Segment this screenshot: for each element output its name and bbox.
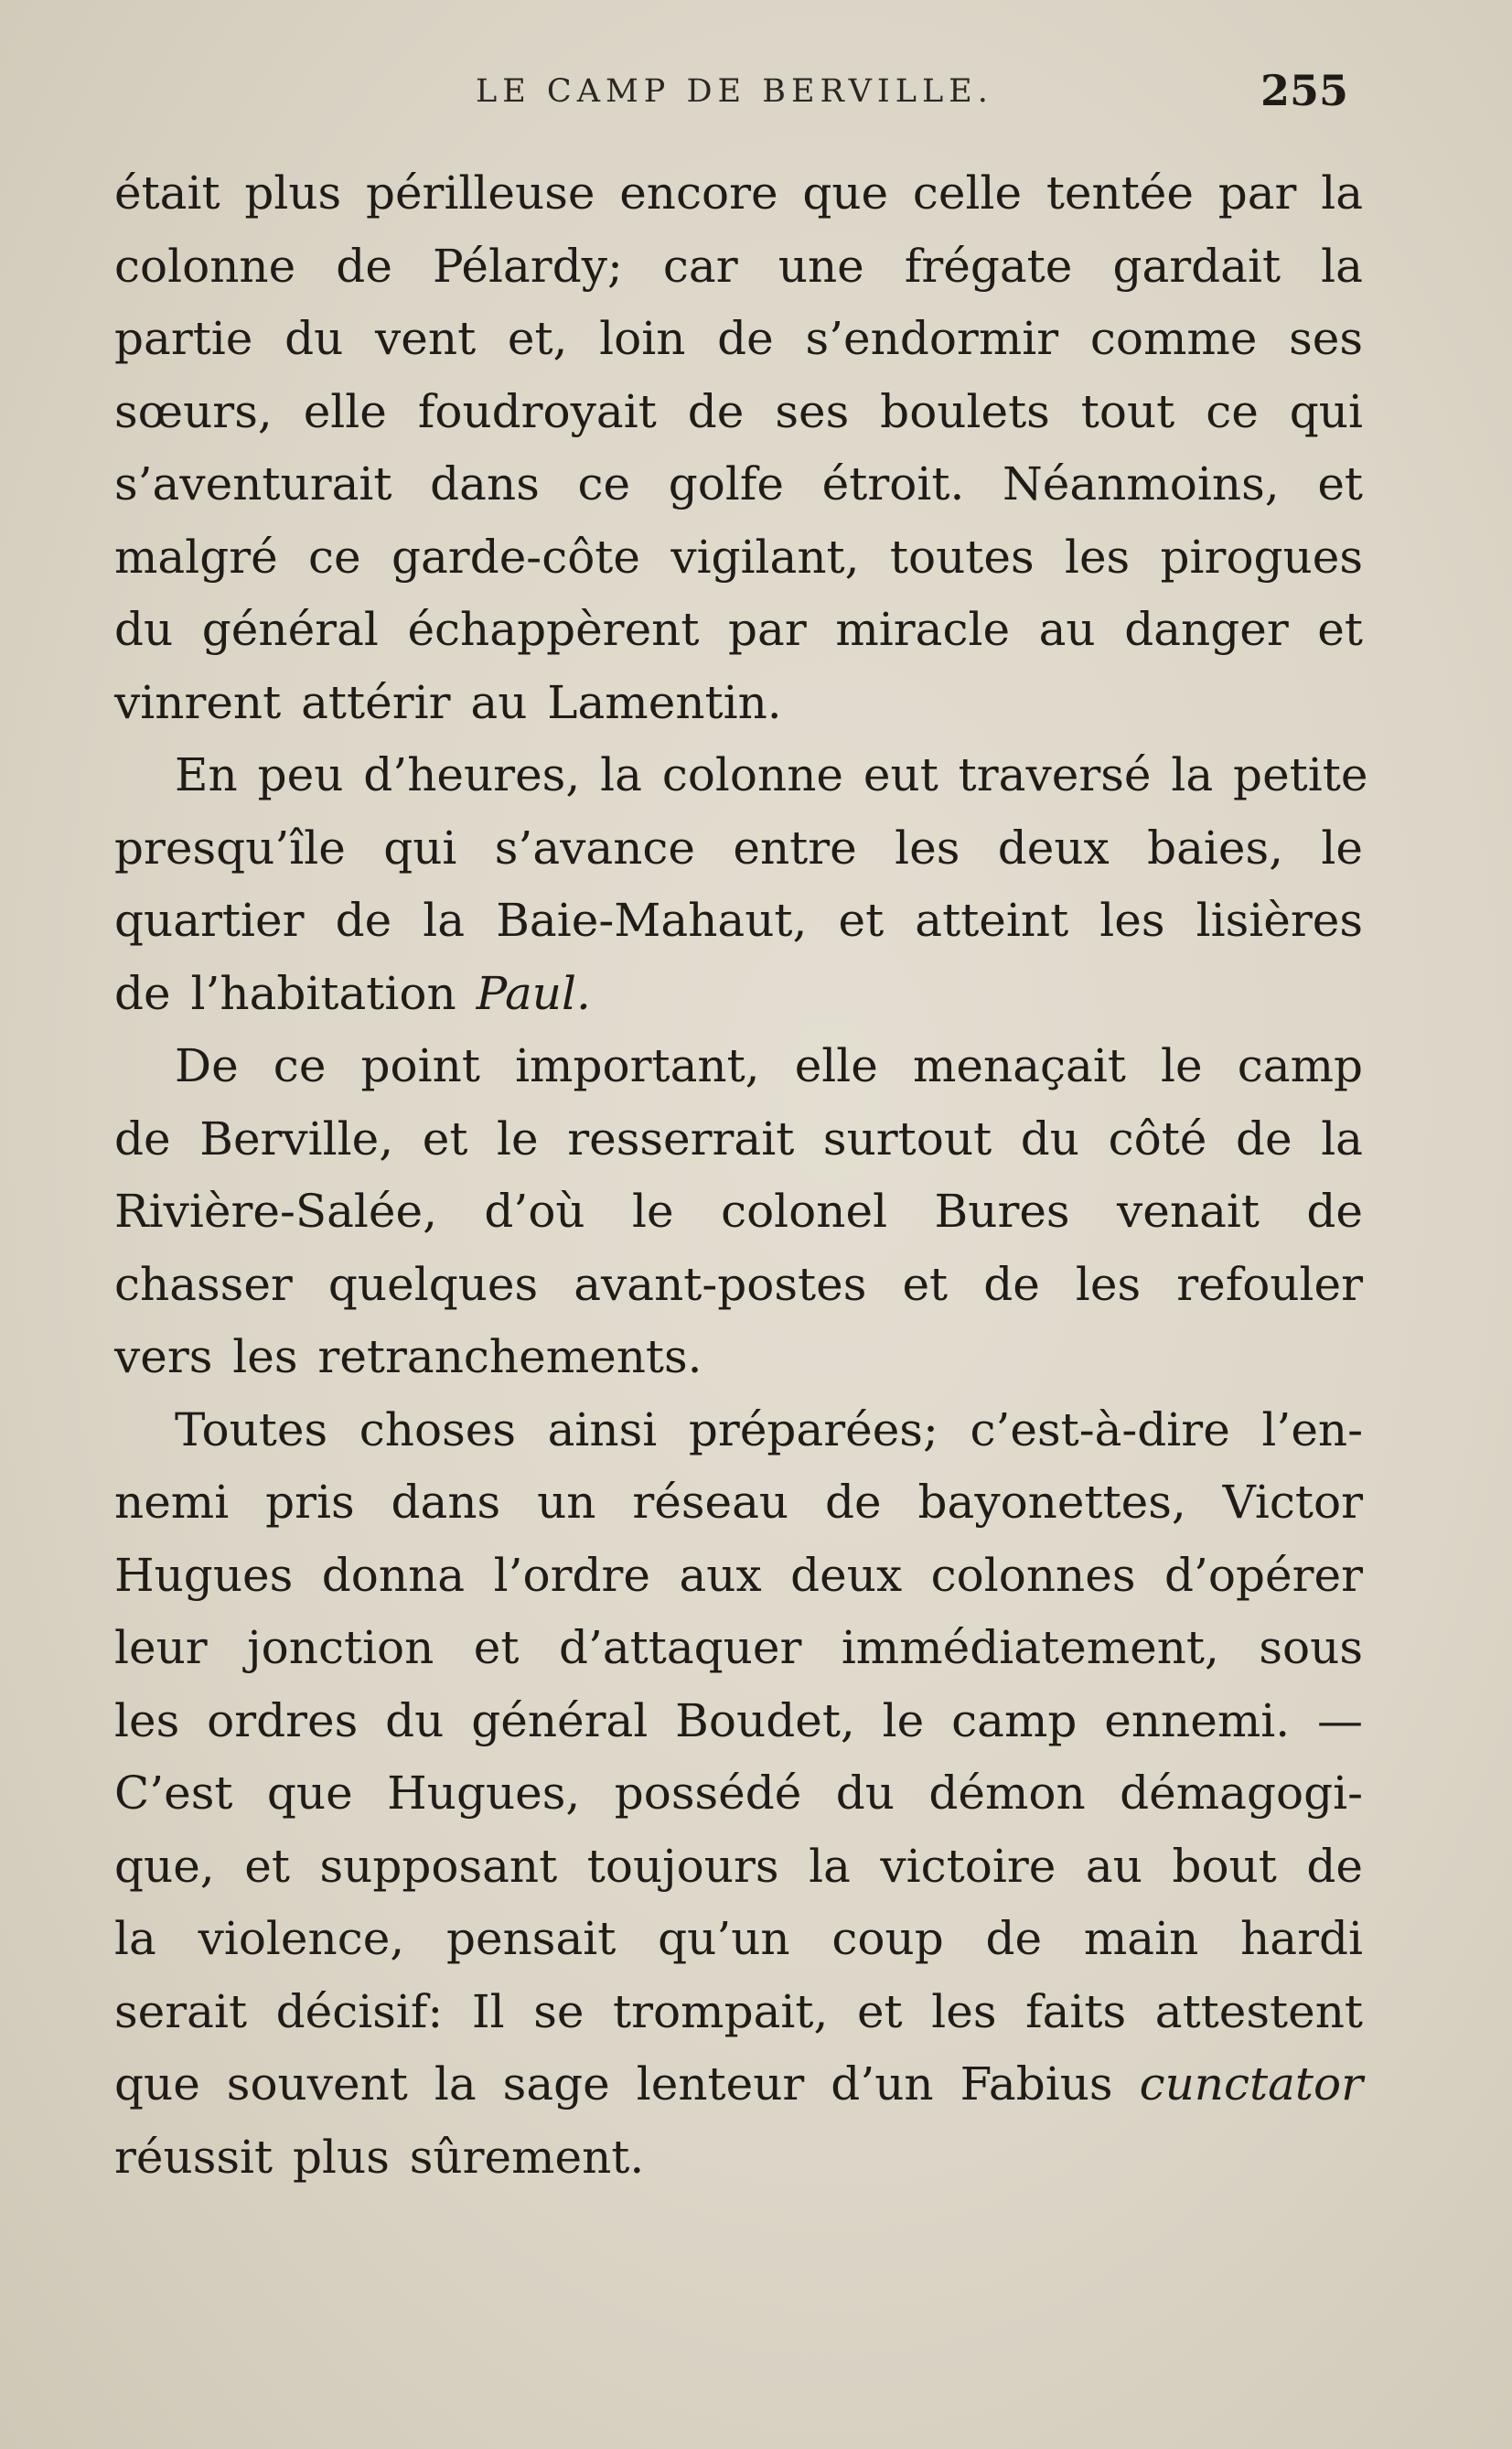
text-run: de l’habitation (114, 966, 477, 1020)
text-line: serait décisif: Il se trompait, et les faits attestent (114, 1984, 1363, 2038)
text-run: que souvent la sage lenteur d’un Fabius (114, 2057, 1140, 2111)
text-line: Toutes choses ainsi préparées; c’est-à-dire l’en- (175, 1402, 1363, 1456)
text-line: partie du vent et, loin de s’endormir comme ses (114, 312, 1363, 365)
running-title: LE CAMP DE BERVILLE. (476, 73, 993, 110)
text-line: De ce point important, elle menaçait le camp (175, 1039, 1363, 1092)
text-line: nemi pris dans un réseau de bayonettes, Victor (114, 1476, 1363, 1529)
text-line: Hugues donna l’ordre aux deux colonnes d’opérer (114, 1548, 1363, 1602)
text-line: En peu d’heures, la colonne eut traversé la petite (175, 748, 1368, 801)
text-line: de Berville, et le resserrait surtout du côté de la (114, 1112, 1363, 1165)
text-line: Rivière-Salée, d’où le colonel Bures venait de (114, 1185, 1363, 1238)
text-line: C’est que Hugues, possédé du démon démagogi- (114, 1767, 1363, 1820)
text-line: quartier de la Baie-Mahaut, et atteint les lisières (114, 894, 1363, 947)
text-line: sœurs, elle foudroyait de ses boulets tout ce qui (114, 384, 1363, 438)
text-line: la violence, pensait qu’un coup de main hardi (114, 1912, 1363, 1965)
text-line: presqu’île qui s’avance entre les deux baies, le (114, 821, 1363, 875)
paragraph-4 (114, 1394, 1363, 2195)
text-line: du général échappèrent par miracle au danger et (114, 603, 1363, 656)
text-line: s’aventurait dans ce golfe étroit. Néanmoins, et (114, 457, 1363, 510)
paragraph-1 (114, 157, 1363, 739)
text-line: malgré ce garde-côte vigilant, toutes les pirogues (114, 530, 1363, 584)
text-line: réussit plus sûrement. (114, 2130, 645, 2184)
paragraph-3 (114, 1030, 1363, 1394)
italic-name: Paul. (476, 966, 591, 1020)
text-line: vers les retranchements. (114, 1330, 702, 1383)
text-line: leur jonction et d’attaquer immédiatement, sous (114, 1621, 1363, 1674)
text-line: vinrent attérir au Lamentin. (114, 675, 782, 729)
text-line: était plus périlleuse encore que celle tentée par la (114, 166, 1363, 220)
body-text (114, 157, 1368, 2194)
text-line: les ordres du général Boudet, le camp ennemi. — (114, 1693, 1363, 1747)
page-number: 255 (1260, 66, 1349, 115)
italic-word: cunctator (1139, 2057, 1363, 2111)
text-line (114, 958, 1363, 1031)
paragraph-2 (114, 739, 1368, 1030)
text-line: que, et supposant toujours la victoire au bout de (114, 1839, 1363, 1893)
running-head (0, 66, 1512, 121)
text-line: chasser quelques avant-postes et de les refouler (114, 1257, 1363, 1311)
text-line (114, 2048, 1363, 2121)
text-line: colonne de Pélardy; car une frégate gardait la (114, 239, 1363, 293)
